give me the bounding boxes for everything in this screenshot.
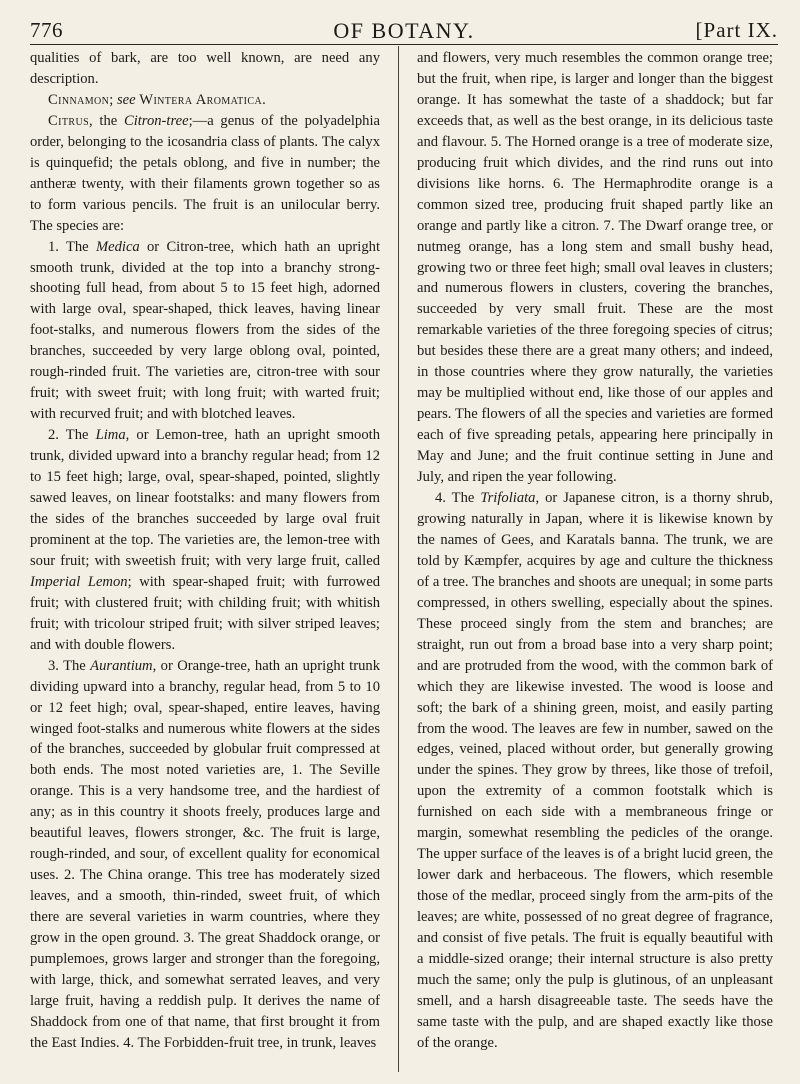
- text-run: 1. The: [48, 238, 96, 255]
- text-run: , or Japanese citron, is a thorny shrub, growing naturally in Japan, where it is likewise known by the names of Gees, and Karatals banna. The trunk, we are told by Kæmpfer, acquires by age and culture the thickness of a tree. The branches and shoots are unequal; in some parts compressed, in others swelling, especially about the spines. These proceed singly from the stem and branches; are straight, run out from a broad base into a very sharp point; and are protruded from the wood, with the common bark of which they are likewise invested. The wood is loose and soft; the bark of a shining green, moist, and easily parting from the wood. The leaves are few in number, sawed on the edges, veined, placed without order, but generally growing under the spines. They grow by threes, like those of trefoil, upon the extremity of a common footstalk which is furnished on each side with a membraneous fringe or margin, somewhat resembling the pedicles of the orange. The upper surface of the leaves is of a bright lucid green, the lower dark and herbaceous. The flowers, which resemble those of the medlar, proceed singly from the arm-pits of the leaves; are white, possessed of no great degree of fragrance, and consist of five petals. The fruit is equally beautiful with a middle-sized orange; their internal structure is also pretty much the same; only the pulp is glutinous, of an unpleasant smell, and a harsh disagreeable taste. The seeds have the same taste with the pulp, and are shaped exactly like those of the orange.: [417, 490, 773, 1051]
- text-run: Citrus: [48, 112, 90, 129]
- text-run: Cinnamon: [48, 91, 110, 108]
- left-column: [30, 48, 380, 1054]
- text-run: and flowers, very much resembles the common orange tree; but the fruit, when ripe, is larger and longer than the biggest orange. It has somewhat the taste of a shaddock; but far exceeds that, as well as the best orange, in its delicious taste and flavour. 5. The Horned orange is a tree of moderate size, producing fruit which divides, and the rind runs out into divisions like horns. 6. The Hermaphrodite orange is a common sized tree, producing fruit shaped partly like an orange and partly like a citron. 7. The Dwarf orange tree, or nutmeg orange, has a long stem and small bushy head, growing two or three feet high; small oval leaves in clusters; and numerous flowers in clusters, covering the branches, succeeded by very small fruit. These are the most remarkable varieties of the three foregoing species of citrus; but besides these there are a great many others; and indeed, in those countries where they grow naturally, the varieties may be multiplied without end, like those of our apples and pears. The flowers of all the species and varieties are formed each of five spreading petals, appearing here principally in May and June; and the fruit continue setting in June and July, and ripen the year following.: [417, 50, 773, 486]
- text-run: Imperial Lemon: [30, 573, 128, 590]
- text-run: Citron-tree: [123, 112, 189, 129]
- text-run: ; with spear-shaped fruit; with furrowed fruit; with clustered fruit; with childing fruit; with whitish fruit; with tricolour striped fruit; with silver striped leaves; and with double flowers.: [30, 573, 380, 653]
- paragraph-p4: [30, 237, 380, 426]
- text-run: ;: [109, 91, 117, 108]
- text-run: qualities of bark, are too well known, are need any description.: [30, 50, 380, 87]
- right-column: [417, 48, 773, 1054]
- text-run: Aurantium: [90, 657, 153, 674]
- text-run: Trifoliata: [480, 490, 536, 507]
- text-run: see: [116, 91, 136, 108]
- running-header: [30, 10, 778, 45]
- running-title: OF BOTANY.: [333, 18, 475, 43]
- column-divider: [398, 46, 399, 1072]
- paragraph-p6: [30, 656, 380, 1054]
- paragraph-p2: [30, 90, 380, 111]
- text-run: 3. The: [48, 657, 91, 674]
- text-run: Wintera Aromatica.: [139, 91, 267, 108]
- page-number: 776: [30, 18, 63, 42]
- text-run: , or Lemon-tree, hath an upright smooth trunk, divided upward into a branchy regular head; from 12 to 15 feet high; large, oval, spear-shaped, pointed, slightly sawed leaves, on linear footstalks: and many flowers from the sides of the branches succeeded by large oval fruit prominent at the top. The varieties are, the lemon-tree with sour fruit; with sweetish fruit; with very large fruit, called: [30, 427, 380, 569]
- text-run: , the: [89, 112, 124, 129]
- text-run: 2. The: [48, 427, 96, 444]
- text-run: ;—a genus of the polyadelphia order, belonging to the icosandria class of plants. The calyx is quinquefid; the petals oblong, and five in number; the antheræ twenty, with their filaments grown together so as to form various pencils. The fruit is an unilocular berry. The species are:: [30, 112, 380, 234]
- paragraph-p5: [30, 425, 380, 655]
- paragraph-p3: [30, 111, 380, 237]
- text-run: Lima: [95, 427, 126, 444]
- text-run: , or Orange-tree, hath an upright trunk dividing upward into a branchy, regular head, from 5 to 10 or 12 feet high; oval, spear-shaped, entire leaves, having winged foot-stalks and numerous white flowers at the sides of the branches, succeeded by globular fruit compressed at both ends. The most noted varieties are, 1. The Seville orange. This is a very handsome tree, and the hardiest of any; as in this country it shoots freely, produces large and beautiful leaves, flowers stronger, &c. The fruit is large, rough-rinded, and sour, of excellent quality for economical uses. 2. The China orange. This tree has moderately sized leaves, and a smooth, thin-rinded, sweet fruit, of which there are several varieties in warm countries, where they grow in the open ground. 3. The great Shaddock orange, or pumplemoes, grows larger and stronger than the foregoing, with large, thick, and somewhat serrated leaves, and very large fruit, having a reddish pulp. It derives the name of Shaddock from one of that name, that first brought it from the East Indies. 4. The Forbidden-fruit tree, in trunk, leaves: [30, 657, 380, 1051]
- paragraph-p8: [417, 488, 773, 1054]
- paragraph-p1: [30, 48, 380, 90]
- text-run: or Citron-tree, which hath an upright smooth trunk, divided at the top into a branchy strong-shooting full head, from about 5 to 15 feet high, adorned with large oval, spear-shaped, thick leaves, having linear foot-stalks, and numerous flowers from the sides of the branches, succeeded by very large oblong oval, pointed, rough-rinded fruit. The varieties are, citron-tree with sour fruit; with sweet fruit; with long fruit; with warted fruit; with recurved fruit; and with blotched leaves.: [30, 238, 380, 423]
- text-run: Medica: [95, 238, 140, 255]
- part-label: [Part IX.: [695, 18, 778, 42]
- text-run: 4. The: [435, 490, 481, 507]
- paragraph-p7: [417, 48, 773, 488]
